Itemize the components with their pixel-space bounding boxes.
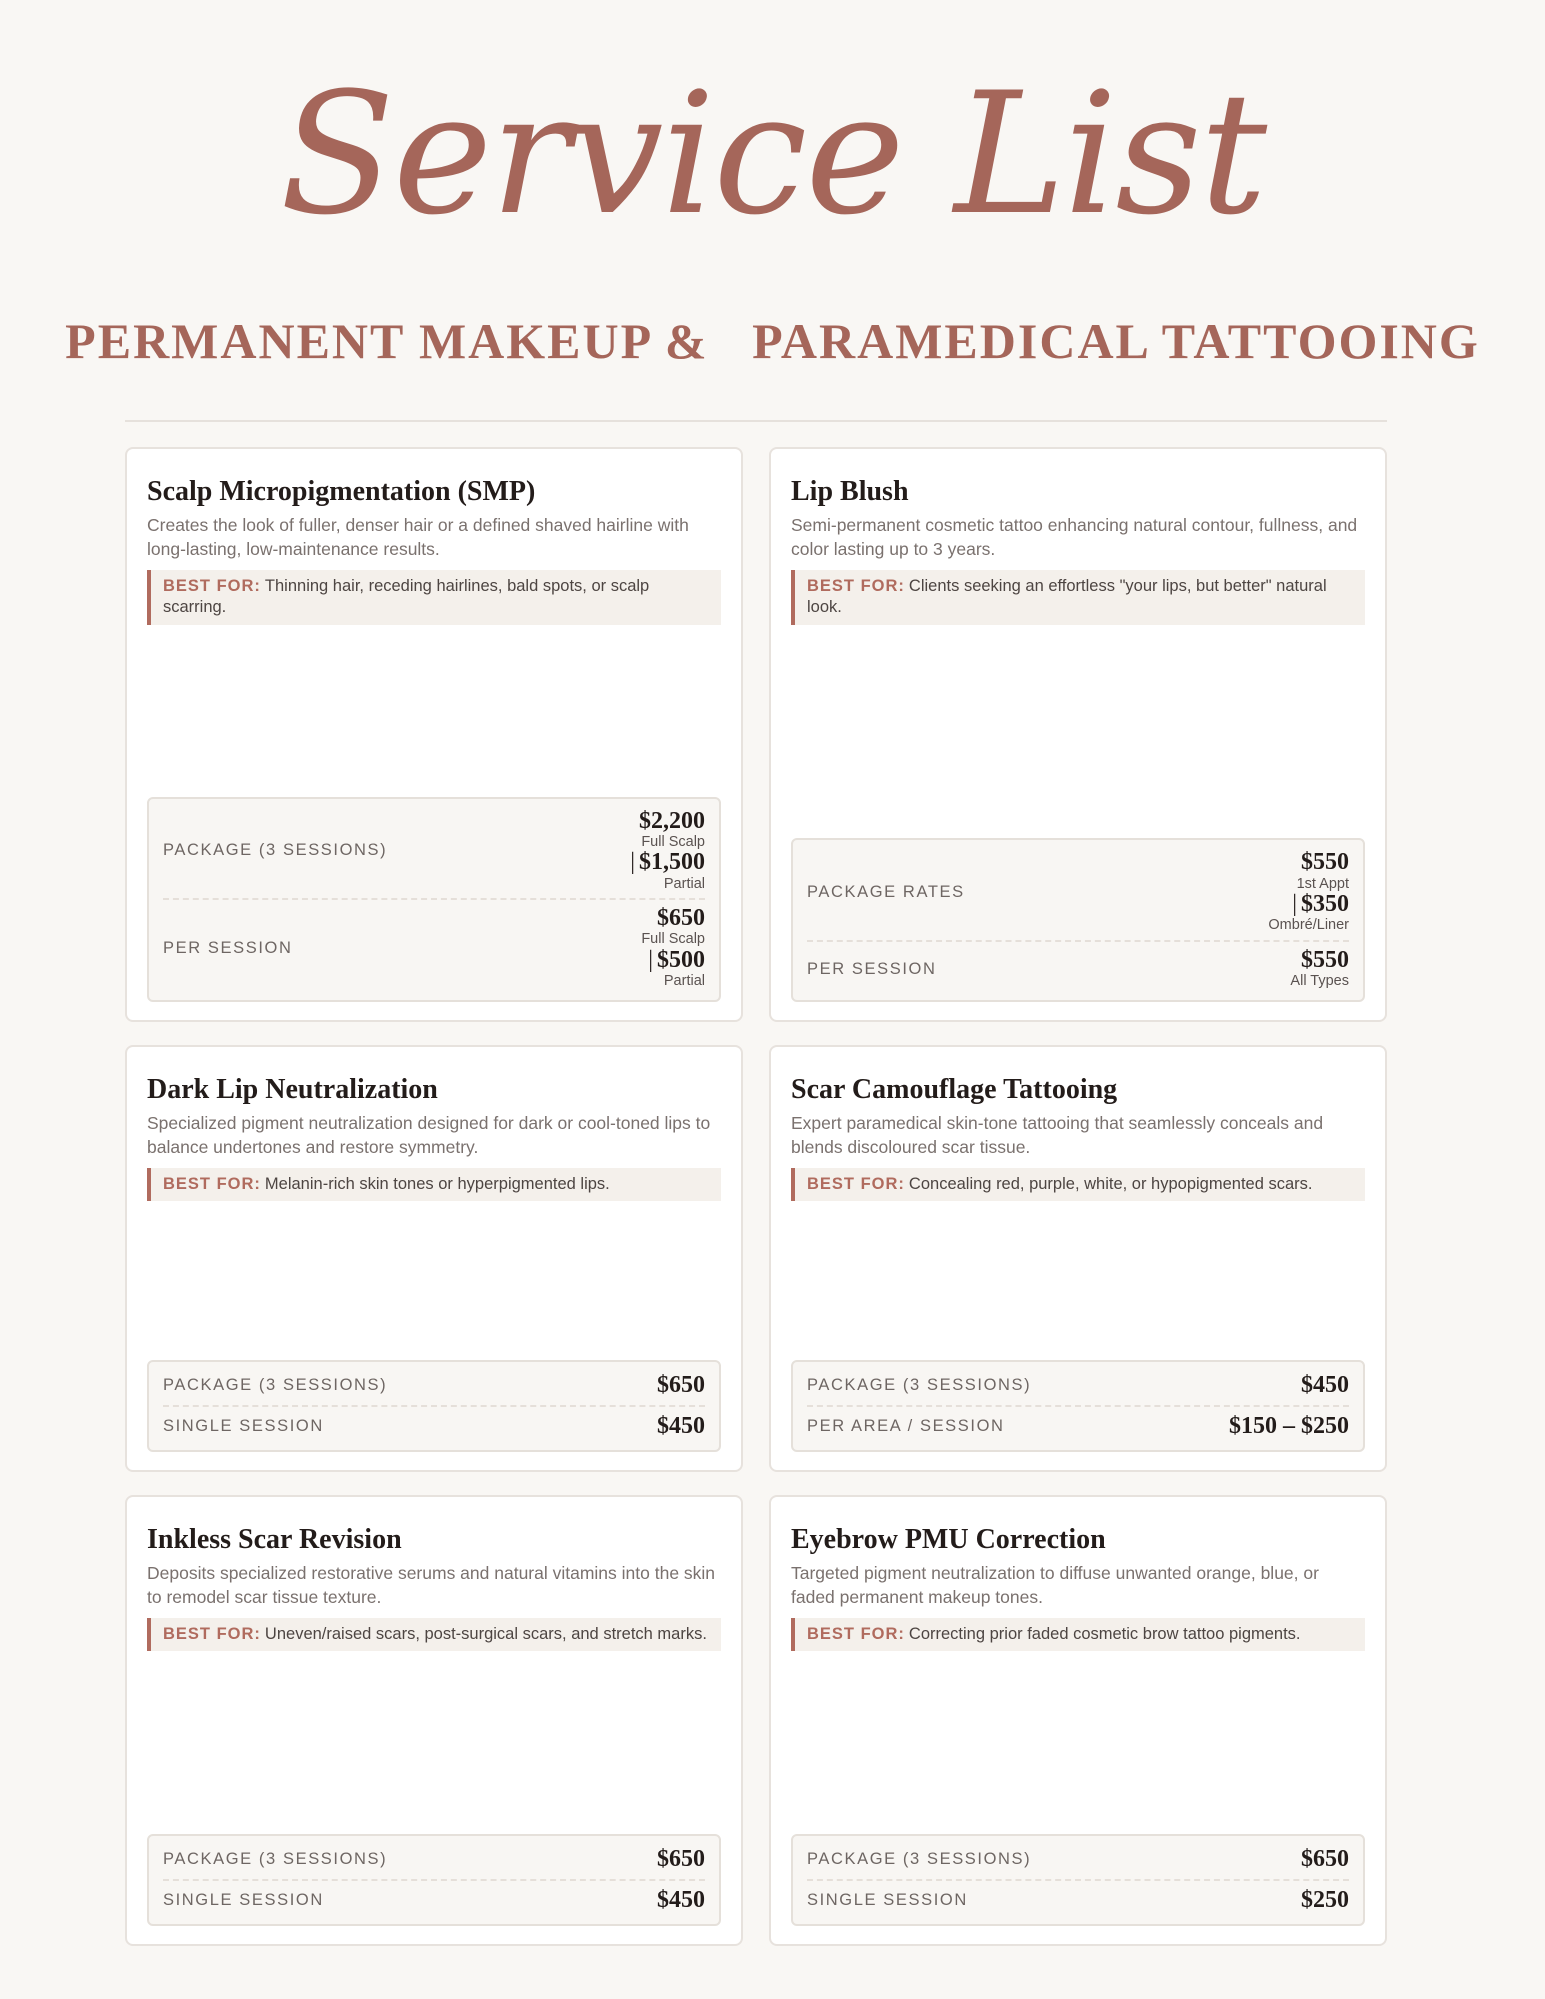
price-row [807, 942, 1349, 996]
price-label: PACKAGE (3 SESSIONS) [807, 1376, 1032, 1394]
price-label: PACKAGE (3 SESSIONS) [807, 1850, 1032, 1868]
price-note: All Types [1290, 973, 1349, 990]
price-row [163, 1840, 705, 1881]
best-for-label: BEST FOR: [807, 576, 905, 595]
price-label: PACKAGE (3 SESSIONS) [163, 840, 388, 859]
best-for-text: Uneven/raised scars, post-surgical scars, and stretch marks. [264, 1624, 707, 1643]
best-for-text: Melanin-rich skin tones or hyperpigmented lips. [264, 1174, 610, 1193]
service-grid [125, 447, 1387, 1946]
price-row [163, 1407, 705, 1446]
price-amount: $350 [1301, 891, 1349, 918]
service-title: Scar Camouflage Tattooing [791, 1074, 1118, 1105]
price-amount-line [648, 948, 705, 973]
service-title: Dark Lip Neutralization [147, 1074, 438, 1105]
page-title: Service List [279, 56, 1266, 252]
service-card [125, 447, 743, 1022]
service-description: Expert paramedical skin-tone tattooing that seamlessly conceals and blends discoloured scar tissue. [791, 1112, 1324, 1157]
price-stack [641, 906, 705, 990]
price-separator: | [648, 947, 653, 974]
price-amount-line [630, 850, 705, 875]
price-amount: $450 [657, 1413, 705, 1439]
price-note: 1st Appt [1296, 875, 1349, 892]
price-separator: | [1292, 891, 1297, 918]
price-box [791, 838, 1365, 1002]
service-card [125, 1045, 743, 1472]
best-for-label: BEST FOR: [163, 576, 261, 595]
price-option [1268, 892, 1349, 934]
price-option [1290, 948, 1349, 990]
price-label: PACKAGE RATES [807, 882, 965, 901]
price-option [639, 809, 705, 851]
price-box [147, 1834, 721, 1926]
service-card [769, 1495, 1387, 1946]
price-amount-line [657, 906, 705, 931]
price-row [807, 1881, 1349, 1920]
price-amount: $650 [657, 1372, 705, 1398]
price-row [163, 900, 705, 996]
best-for-label: BEST FOR: [807, 1624, 905, 1643]
price-option [641, 906, 705, 948]
price-amount: $1,500 [639, 849, 705, 876]
price-stack [630, 809, 705, 893]
best-for-text: Clients seeking an effortless "your lips, but better" natural look. [807, 576, 1327, 617]
price-label: SINGLE SESSION [163, 1417, 324, 1435]
price-option [630, 850, 705, 892]
price-amount: $650 [1301, 1846, 1349, 1872]
price-label: PER AREA / SESSION [807, 1417, 1005, 1435]
service-title: Eyebrow PMU Correction [791, 1524, 1106, 1555]
service-card [769, 447, 1387, 1022]
price-label: PACKAGE (3 SESSIONS) [163, 1850, 388, 1868]
price-note: Full Scalp [641, 931, 705, 948]
price-label: PER SESSION [163, 938, 293, 957]
price-amount-line [1292, 892, 1349, 917]
price-label: SINGLE SESSION [163, 1891, 324, 1909]
price-label: SINGLE SESSION [807, 1891, 968, 1909]
price-row [807, 844, 1349, 942]
service-card [769, 1045, 1387, 1472]
best-for-callout [791, 1168, 1365, 1201]
price-amount: $500 [657, 947, 705, 974]
best-for-text: Thinning hair, receding hairlines, bald spots, or scalp scarring. [163, 576, 650, 617]
price-amount: $2,200 [639, 807, 705, 834]
service-title: Lip Blush [791, 476, 909, 507]
price-note: Full Scalp [641, 833, 705, 850]
service-card [125, 1495, 743, 1946]
price-separator: | [630, 849, 635, 876]
best-for-callout [147, 1168, 721, 1201]
best-for-label: BEST FOR: [163, 1624, 261, 1643]
best-for-callout [147, 570, 721, 625]
price-box [791, 1834, 1365, 1926]
price-amount-line [1301, 948, 1349, 973]
best-for-text: Correcting prior faded cosmetic brow tattoo pigments. [908, 1624, 1301, 1643]
service-description: Semi-permanent cosmetic tattoo enhancing natural contour, fullness, and color lasting up to 3 years. [791, 514, 1358, 559]
price-note: Ombré/Liner [1268, 917, 1349, 934]
price-note: Partial [663, 875, 705, 892]
price-box [147, 797, 721, 1002]
price-label: PACKAGE (3 SESSIONS) [163, 1376, 388, 1394]
best-for-label: BEST FOR: [163, 1174, 261, 1193]
best-for-callout [147, 1618, 721, 1651]
best-for-callout [791, 570, 1365, 625]
price-box [791, 1360, 1365, 1452]
price-box [147, 1360, 721, 1452]
price-stack [1268, 850, 1349, 934]
price-amount: $250 [1301, 1887, 1349, 1913]
price-row [807, 1407, 1349, 1446]
price-row [163, 803, 705, 901]
service-title: Scalp Micropigmentation (SMP) [147, 476, 536, 507]
price-row [807, 1840, 1349, 1881]
service-description: Deposits specialized restorative serums and natural vitamins into the skin to remodel scar tissue texture. [147, 1562, 716, 1607]
price-amount: $650 [657, 905, 705, 932]
header-divider [125, 420, 1387, 422]
price-amount-line [639, 809, 705, 834]
price-amount-line [1301, 850, 1349, 875]
best-for-label: BEST FOR: [807, 1174, 905, 1193]
page-subtitle: PERMANENT MAKEUP & PARAMEDICAL TATTOOING [65, 313, 1480, 369]
price-amount: $450 [1301, 1372, 1349, 1398]
price-amount: $550 [1301, 849, 1349, 876]
price-option [1297, 850, 1349, 892]
price-option [648, 948, 705, 990]
price-row [163, 1366, 705, 1407]
price-row [163, 1881, 705, 1920]
service-title: Inkless Scar Revision [147, 1524, 402, 1555]
page-header [0, 0, 1545, 420]
price-label: PER SESSION [807, 959, 937, 978]
service-description: Specialized pigment neutralization designed for dark or cool-toned lips to balance undertones and restore symmetry. [147, 1112, 711, 1157]
best-for-callout [791, 1618, 1365, 1651]
best-for-text: Concealing red, purple, white, or hypopigmented scars. [908, 1174, 1313, 1193]
price-amount: $150 – $250 [1229, 1413, 1349, 1439]
price-amount: $650 [657, 1846, 705, 1872]
price-row [807, 1366, 1349, 1407]
price-amount: $550 [1301, 947, 1349, 974]
price-stack [1290, 948, 1349, 990]
service-description: Creates the look of fuller, denser hair or a defined shaved hairline with long-lasting, low-maintenance results. [147, 514, 689, 559]
service-description: Targeted pigment neutralization to diffuse unwanted orange, blue, or faded permanent makeup tones. [791, 1562, 1319, 1607]
price-note: Partial [663, 973, 705, 990]
price-amount: $450 [657, 1887, 705, 1913]
